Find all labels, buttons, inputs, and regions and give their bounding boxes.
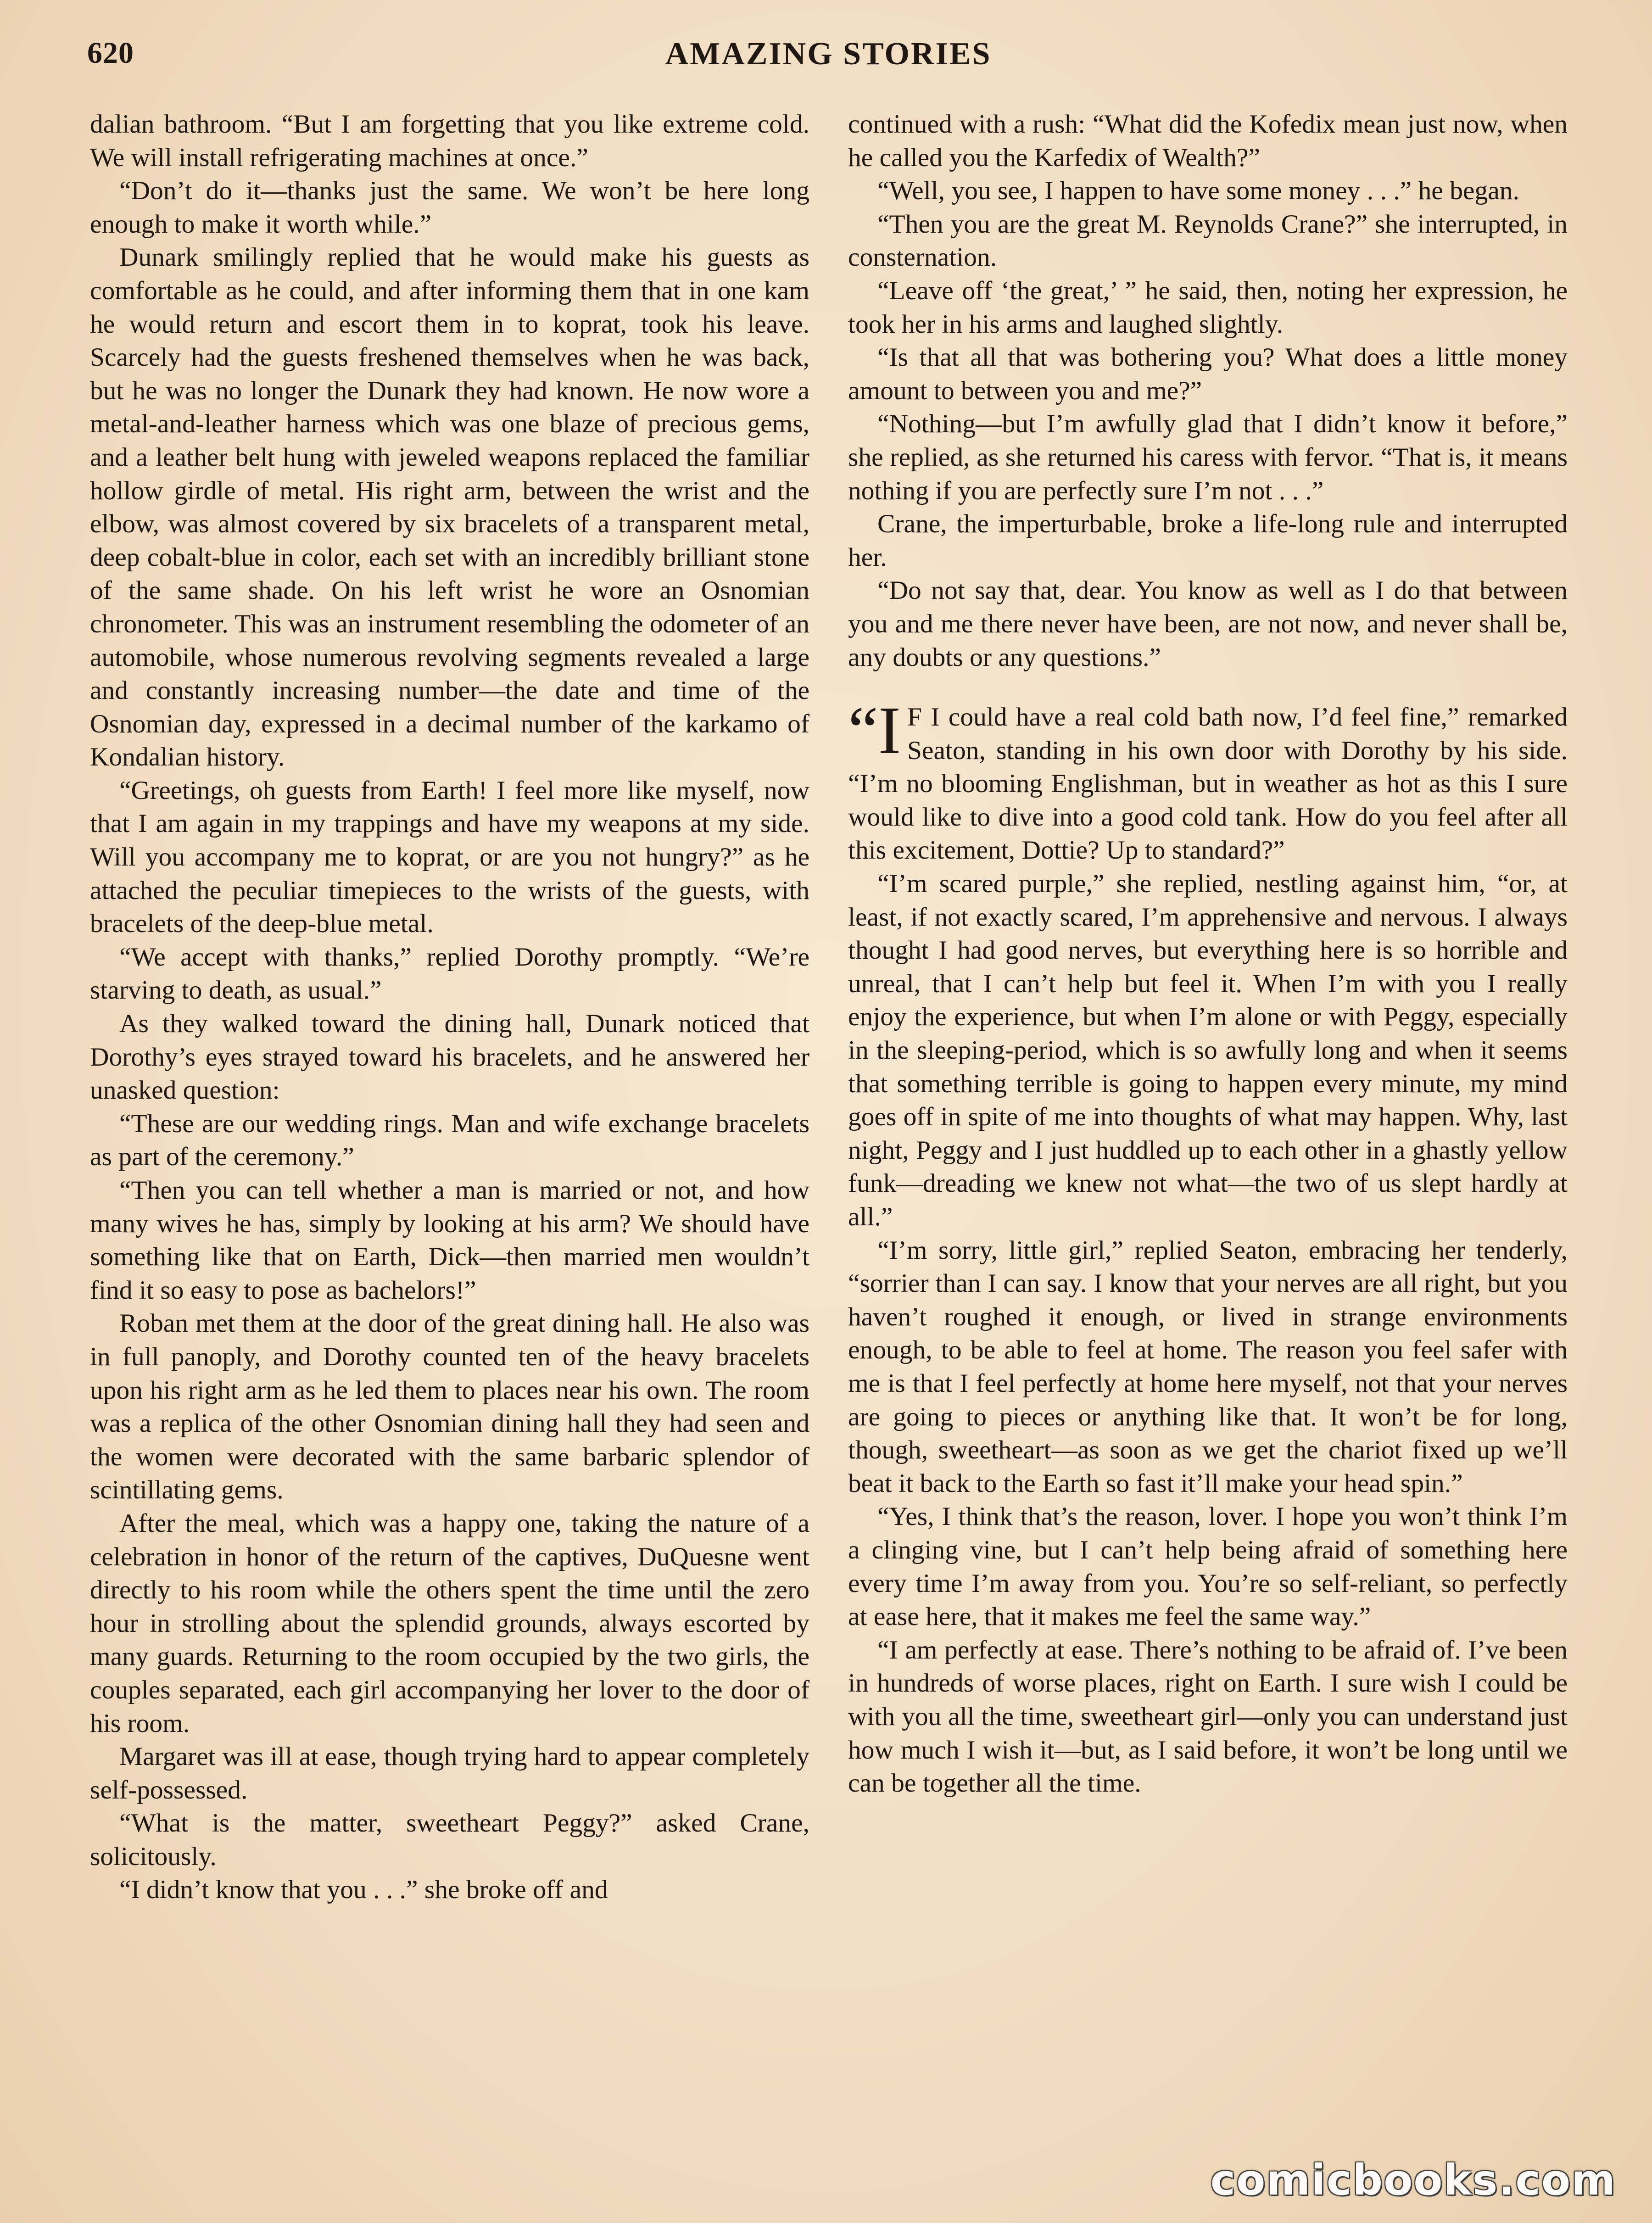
paragraph: As they walked toward the dining hall, Dunark noticed that Dorothy’s eyes strayed toward his bracelets, and he answered her unasked question: — [90, 1009, 809, 1105]
paragraph: “We accept with thanks,” replied Dorothy promptly. “We’re starving to death, as usual.” — [90, 942, 809, 1005]
drop-cap-quote: “ — [848, 693, 878, 769]
paragraph: “Yes, I think that’s the reason, lover. I hope you won’t think I’m a clinging vine, but I can’t help being afraid of something here every time I’m away from you. You’re so self-reliant, so perfectly at ease here, that it makes me feel the same way.” — [848, 1502, 1568, 1631]
site-watermark: comicbooks.com — [1210, 2156, 1616, 2205]
paragraph: “Then you are the great M. Reynolds Crane?” she interrupted, in consternation. — [848, 209, 1568, 272]
paragraph: dalian bathroom. “But I am forgetting that you like extreme cold. We will install refrigerating machines at once.” — [90, 110, 809, 172]
drop-cap-letter: I — [878, 693, 901, 769]
paragraph: Dunark smilingly replied that he would make his guests as comfortable as he could, and after informing them that in one kam he would return and escort them in to koprat, took his leave. Scarcely had the guests freshened themselves when he was back, but he was no longer the Dunark they had known. He now wore a metal-and-leather harness which was one blaze of precious gems, and a leather belt hung with jeweled weapons replaced the familiar hollow girdle of metal. His right arm, between the wrist and the elbow, was almost covered by six bracelets of a transparent metal, deep cobalt-blue in color, each set with an incredibly brilliant stone of the same shade. On his left wrist he wore an Osnomian chronometer. This was an instrument resembling the odometer of an automobile, whose numerous revolving segments revealed a large and constantly increasing number—the date and time of the Osnomian day, expressed in a decimal number of the karkamo of Kondalian history. — [90, 243, 809, 772]
paragraph: After the meal, which was a happy one, taking the nature of a celebration in honor of the return of the captives, DuQuesne went directly to his room while the others spent the time until the zero hour in strolling about the splendid grounds, always escorted by many guards. Returning to the room occupied by the two girls, the couples separated, each girl accompanying her lover to the door of his room. — [90, 1508, 809, 1738]
paragraph: “Well, you see, I happen to have some money . . .” he began. — [877, 176, 1519, 206]
magazine-title: AMAZING STORIES — [665, 36, 992, 72]
paragraph: “Is that all that was bothering you? What does a little money amount to between you and me?” — [848, 343, 1568, 405]
paragraph: “Greetings, oh guests from Earth! I feel more like myself, now that I am again in my trappings and have my weapons at my side. Will you accompany me to koprat, or are you not hungry?” as he attached the peculiar timepieces to the wrists of the guests, with bracelets of the deep-blue metal. — [90, 776, 809, 938]
paragraph: Margaret was ill at ease, though trying hard to appear completely self-possessed. — [90, 1742, 809, 1804]
section-opening-text: F I could have a real cold bath now, I’d feel fine,” remarked Seaton, standing in his own door with Dorothy by his side. “I’m no blooming Englishman, but in weather as hot as this I sure would like to dive into a good cold tank. How do you feel after all this excitement, Dottie? Up to standard?” — [848, 703, 1568, 865]
paragraph: “I’m scared purple,” she replied, nestling against him, “or, at least, if not exactly scared, I’m apprehensive and nervous. I always thought I had good nerves, but everything here is so horrible and unreal, that I can’t help but feel it. When I’m with you I really enjoy the experience, but when I’m alone or with Peggy, especially in the sleeping-period, which is so awfully long and when it seems that something terrible is going to happen every minute, my mind goes off in spite of me into thoughts of what may happen. Why, last night, Peggy and I just huddled up to each other in a ghastly yellow funk—dreading we knew not what—the two of us slept hardly at all.” — [848, 869, 1568, 1231]
left-column — [90, 108, 809, 1907]
page-number: 620 — [87, 36, 134, 70]
paragraph: Roban met them at the door of the great dining hall. He also was in full panoply, and Dorothy counted ten of the heavy bracelets upon his right arm as he led them to places near his own. The room was a replica of the other Osnomian dining hall they had seen and the women were decorated with the same barbaric splendor of scintillating gems. — [90, 1309, 809, 1505]
paragraph: “I am perfectly at ease. There’s nothing to be afraid of. I’ve been in hundreds of worse places, right on Earth. I sure wish I could be with you all the time, sweetheart girl—only you can understand just how much I wish it—but, as I said before, it won’t be long until we can be together all the time. — [848, 1635, 1568, 1798]
paragraph: “I didn’t know that you . . .” she broke off and — [119, 1875, 608, 1905]
drop-cap — [848, 693, 901, 769]
page-header — [87, 36, 1569, 77]
paragraph: continued with a rush: “What did the Kofedix mean just now, when he called you the Karfedix of Wealth?” — [848, 110, 1568, 172]
section-opening-paragraph — [848, 693, 1568, 867]
paragraph: “What is the matter, sweetheart Peggy?” asked Crane, solicitously. — [90, 1809, 809, 1871]
right-column — [848, 108, 1568, 1800]
paragraph: “I’m sorry, little girl,” replied Seaton, embracing her tenderly, “sorrier than I can say. I know that your nerves are all right, but you haven’t roughed it enough, or lived in strange environments enough, to be able to feel at home. The reason you feel safer with me is that I feel perfectly at home here myself, not that your nerves are going to pieces or anything like that. It won’t be for long, though, sweetheart—as soon as we get the chariot fixed up we’ll beat it back to the Earth so fast it’ll make your head spin.” — [848, 1235, 1568, 1498]
paragraph: “Don’t do it—thanks just the same. We won’t be here long enough to make it worth while.” — [90, 176, 809, 239]
paragraph: “Then you can tell whether a man is married or not, and how many wives he has, simply by looking at his arm? We should have something like that on Earth, Dick—then married men wouldn’t find it so easy to pose as bachelors!” — [90, 1176, 809, 1305]
paragraph: “Leave off ‘the great,’ ” he said, then, noting her expression, he took her in his arms and laughed slightly. — [848, 276, 1568, 339]
paragraph: “Nothing—but I’m awfully glad that I didn’t know it before,” she replied, as she returned his caress with fervor. “That is, it means nothing if you are perfectly sure I’m not . . .” — [848, 409, 1568, 505]
paragraph: “These are our wedding rings. Man and wife exchange bracelets as part of the ceremony.” — [90, 1109, 809, 1172]
paragraph: “Do not say that, dear. You know as well as I do that between you and me there never have been, are not now, and never shall be, any doubts or any questions.” — [848, 576, 1568, 672]
paragraph: Crane, the imperturbable, broke a life-long rule and interrupted her. — [848, 509, 1568, 572]
